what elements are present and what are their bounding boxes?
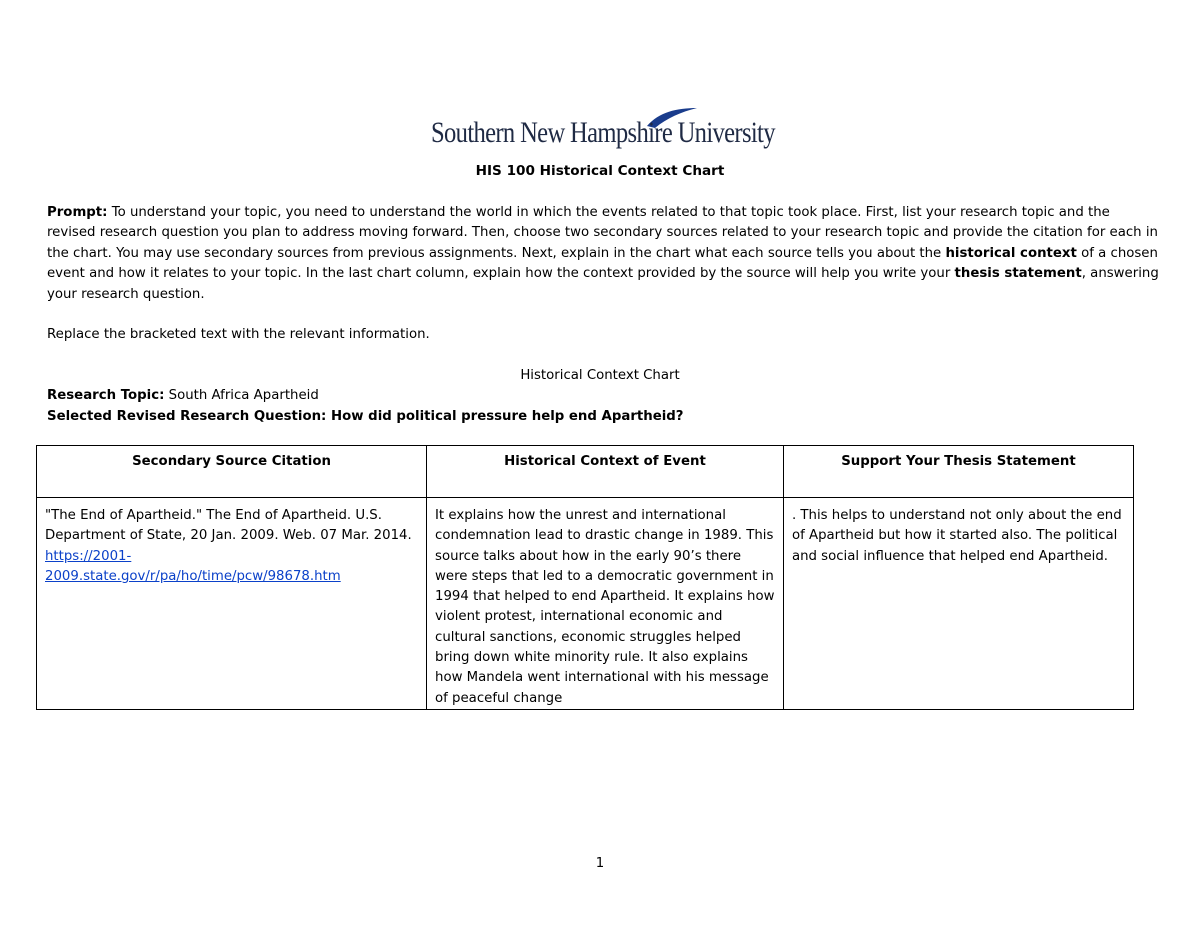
table-row [37,498,1134,710]
prompt-text-2: of a chosen event and how it relates to your topic. In the last chart column, explain how the context provided by the source will help you write your [47,245,1158,282]
page-number: 1 [595,856,605,871]
research-question-value: How did political pressure help end Apartheid? [326,409,684,424]
prompt-text-3: , answering your research question. [47,266,1159,302]
cell-context: It explains how the unrest and international condemnation lead to drastic change in 1989. This source talks about how in the early 90’s there were steps that led to a democratic government in 1994 that helped to end Apartheid. It explains how violent protest, international economic and cultural sanctions, economic struggles helped bring down white minority rule. It also explains how Mandela went international with his message of peaceful change [427,498,784,710]
citation-link[interactable]: https://2001-2009.state.gov/r/pa/ho/time/pcw/98678.htm [45,548,341,584]
cell-thesis: . This helps to understand not only about the end of Apartheid but how it started also. The political and social influence that helped end Apartheid. [783,498,1133,710]
prompt-label: Prompt: [47,205,108,220]
cell-citation [37,498,427,710]
header-thesis-support: Support Your Thesis Statement [783,446,1133,498]
prompt-text-1: To understand your topic, you need to understand the world in which the events related to that topic took place. First, list your research topic and the revised research question you plan to address moving forward. Then, choose two secondary sources related to your research topic and provide the citation for each in the chart. You may use secondary sources from previous assignments. Next, explain in the chart what each source tells you about the [47,205,1158,261]
historical-context-table [36,445,1134,710]
prompt-bold-thesis-statement: thesis statement [954,266,1082,282]
prompt-paragraph [47,203,1159,305]
citation-text: "The End of Apartheid." The End of Apartheid. U.S. Department of State, 20 Jan. 2009. Web. 07 Mar. 2014. [45,508,412,544]
chart-heading: Historical Context Chart [520,368,680,383]
university-logo [431,110,775,150]
logo-wordmark: Southern New Hampshire University [431,116,775,149]
research-question-label: Selected Revised Research Question: [47,409,327,424]
page-title: HIS 100 Historical Context Chart [475,163,725,179]
research-topic-value: South Africa Apartheid [164,388,319,403]
replace-instruction: Replace the bracketed text with the relevant information. [47,327,430,342]
research-topic-label: Research Topic: [47,388,165,403]
prompt-bold-historical-context: historical context [945,245,1077,261]
header-source-citation: Secondary Source Citation [37,446,427,498]
research-question-line [47,409,684,424]
research-topic-line [47,388,319,403]
header-historical-context: Historical Context of Event [427,446,784,498]
table-header-row [37,446,1134,498]
